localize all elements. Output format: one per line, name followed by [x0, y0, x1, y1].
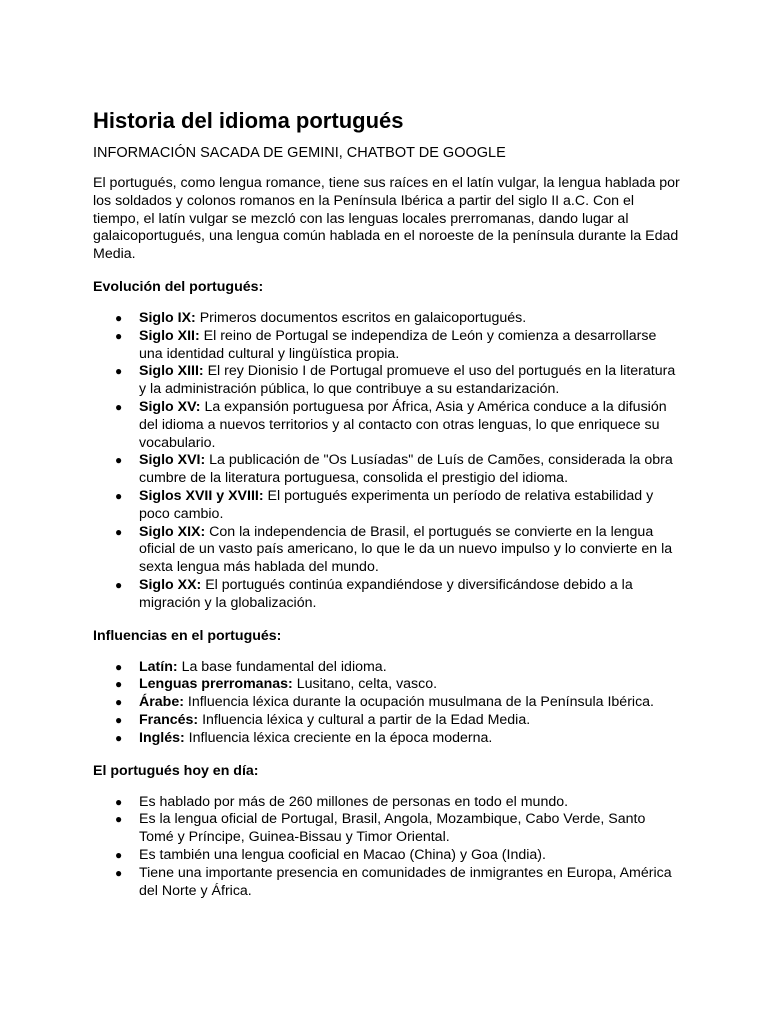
bullet-icon: ● — [115, 730, 123, 745]
item-term: Francés: — [139, 711, 199, 728]
document-body — [93, 106, 683, 900]
item-term: Siglo XIII: — [139, 363, 204, 380]
item-text: Lusitano, celta, vasco. — [292, 676, 438, 693]
list-influencias — [93, 659, 683, 748]
list-item — [93, 676, 683, 694]
bullet-icon: ● — [115, 847, 123, 862]
bullet-icon: ● — [115, 310, 123, 325]
item-term: Siglo XII: — [139, 327, 200, 344]
item-text: Influencia léxica creciente en la época moderna. — [184, 729, 493, 746]
item-term: Siglo IX: — [139, 309, 196, 326]
list-hoy — [93, 794, 683, 901]
item-text: El portugués continúa expandiéndose y diversificándose debido a la migración y la globalización. — [139, 576, 633, 611]
list-item — [93, 865, 683, 901]
bullet-icon: ● — [115, 659, 123, 674]
item-term: Siglo XX: — [139, 576, 202, 593]
intro-paragraph: El portugués, como lengua romance, tiene sus raíces en el latín vulgar, la lengua hablada por los soldados y colonos romanos en la Península Ibérica a partir del siglo II a.C. Con el tiempo, el latín vulgar se mezcló con las lenguas locales prerromanas, dando lugar al galaicoportugués, una lengua común hablada en el noroeste de la península durante la Edad Media. — [93, 175, 680, 263]
item-term: Árabe: — [139, 694, 184, 711]
list-item — [93, 488, 683, 524]
list-item — [93, 659, 683, 677]
item-text: La expansión portuguesa por África, Asia y América conduce a la difusión del idioma a nuevos territorios y al contacto con otras lenguas, lo que enriquece su vocabulario. — [139, 398, 667, 451]
item-text: Primeros documentos escritos en galaicoportugués. — [195, 309, 527, 326]
bullet-icon: ● — [115, 399, 123, 414]
bullet-icon: ● — [115, 712, 123, 727]
list-item — [93, 328, 683, 364]
item-term: Siglo XVI: — [139, 452, 206, 469]
item-text: Influencia léxica y cultural a partir de la Edad Media. — [198, 711, 531, 728]
list-item — [93, 694, 683, 712]
item-text: El reino de Portugal se independiza de León y comienza a desarrollarse una identidad cultural y lingüística propia. — [139, 327, 657, 362]
bullet-icon: ● — [115, 328, 123, 343]
bullet-icon: ● — [115, 453, 123, 468]
section-heading-influencias: Influencias en el portugués: — [93, 627, 282, 644]
item-text: Tiene una importante presencia en comunidades de inmigrantes en Europa, América del Norte y África. — [139, 864, 672, 899]
item-text: Es hablado por más de 260 millones de personas en todo el mundo. — [139, 793, 569, 810]
page-title: Historia del idioma portugués — [93, 108, 404, 133]
item-text: La publicación de "Os Lusíadas" de Luís de Camões, considerada la obra cumbre de la literatura portuguesa, consolida el prestigio del idioma. — [139, 452, 673, 487]
section-heading-evolucion: Evolución del portugués: — [93, 278, 264, 295]
page-subtitle: INFORMACIÓN SACADA DE GEMINI, CHATBOT DE GOOGLE — [93, 145, 506, 161]
item-term: Siglo XV: — [139, 398, 201, 415]
item-text: Con la independencia de Brasil, el portugués se convierte en la lengua oficial de un vasto país americano, lo que le da un nuevo impulso y lo convierte en la sexta lengua más hablada del mundo. — [139, 523, 673, 576]
list-item — [93, 712, 683, 730]
item-term: Inglés: — [139, 729, 185, 746]
bullet-icon: ● — [115, 794, 123, 809]
item-text: Es la lengua oficial de Portugal, Brasil, Angola, Mozambique, Cabo Verde, Santo Tomé y Príncipe, Guinea-Bissau y Timor Oriental. — [139, 811, 646, 846]
bullet-icon: ● — [115, 695, 123, 710]
list-item — [93, 524, 683, 577]
bullet-icon: ● — [115, 812, 123, 827]
list-item — [93, 811, 683, 847]
bullet-icon: ● — [115, 488, 123, 503]
section-heading-hoy: El portugués hoy en día: — [93, 762, 259, 779]
item-text: Es también una lengua cooficial en Macao (China) y Goa (India). — [139, 846, 546, 863]
item-text: El portugués experimenta un período de relativa estabilidad y poco cambio. — [139, 487, 654, 522]
list-item — [93, 399, 683, 452]
bullet-icon: ● — [115, 364, 123, 379]
list-item — [93, 794, 683, 812]
item-text: El rey Dionisio I de Portugal promueve el uso del portugués en la literatura y la administración pública, lo que contribuye a su estandarización. — [139, 363, 676, 398]
list-item — [93, 452, 683, 488]
list-item — [93, 847, 683, 865]
bullet-icon: ● — [115, 865, 123, 880]
item-term: Siglos XVII y XVIII: — [139, 487, 264, 504]
bullet-icon: ● — [115, 577, 123, 592]
bullet-icon: ● — [115, 677, 123, 692]
item-term: Lenguas prerromanas: — [139, 676, 293, 693]
item-text: Influencia léxica durante la ocupación musulmana de la Península Ibérica. — [183, 694, 655, 711]
item-text: La base fundamental del idioma. — [177, 658, 387, 675]
list-item — [93, 730, 683, 748]
bullet-icon: ● — [115, 524, 123, 539]
list-evolucion — [93, 310, 683, 613]
list-item — [93, 310, 683, 328]
list-item — [93, 363, 683, 399]
item-term: Latín: — [139, 658, 178, 675]
list-item — [93, 577, 683, 613]
item-term: Siglo XIX: — [139, 523, 206, 540]
